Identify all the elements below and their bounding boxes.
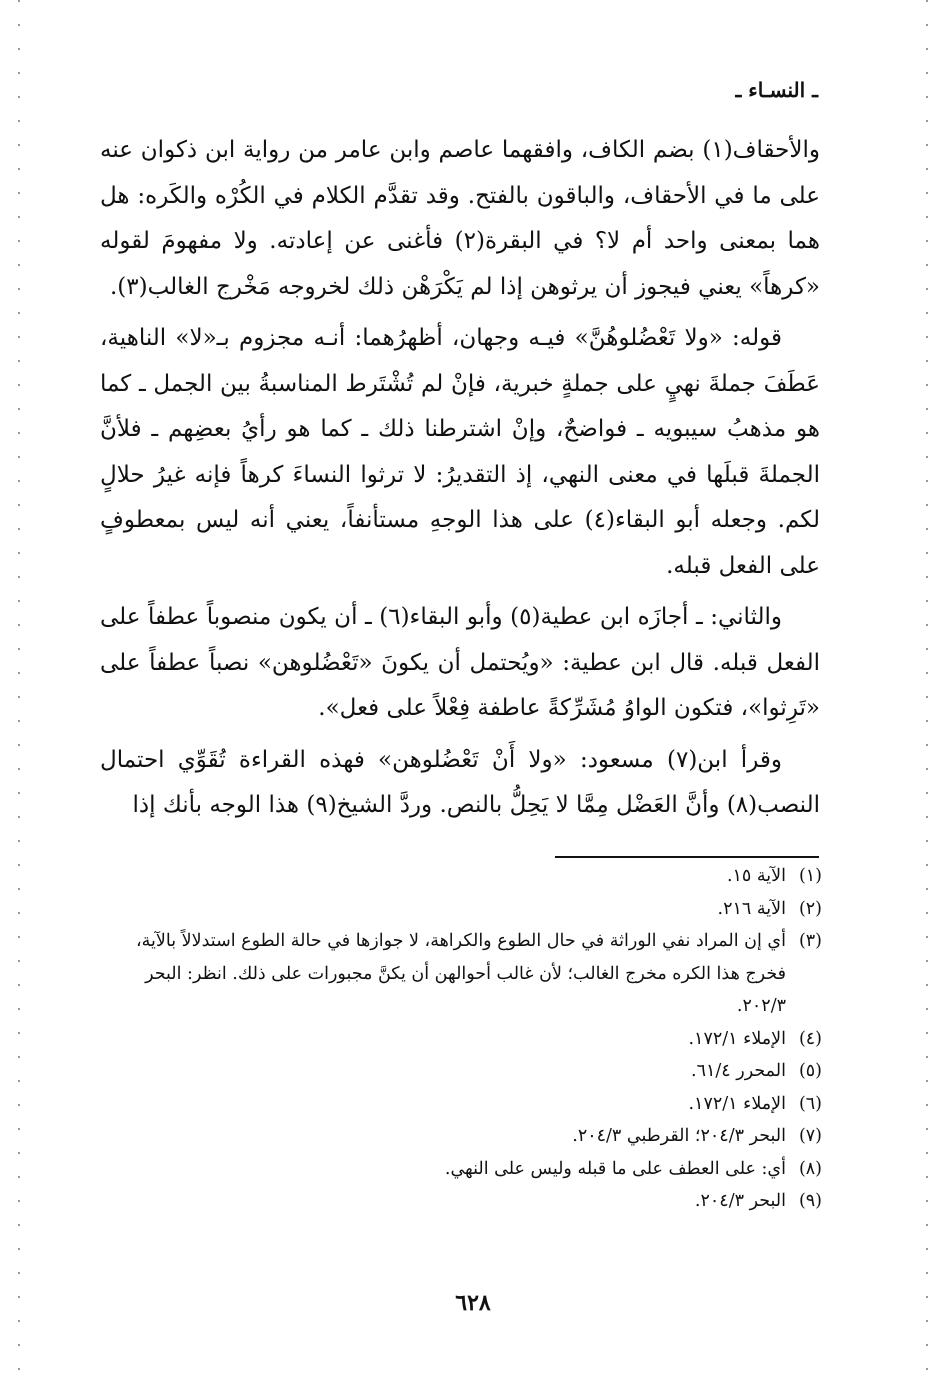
footnote-text: البحر ٢٠٤/٣؛ القرطبي ٢٠٤/٣. [572,1126,786,1146]
footnote-item [100,1120,822,1153]
footnote-number: (٥) [798,1061,822,1081]
footnote-item [100,1055,822,1088]
paragraph-1: والأحقاف(١) بضم الكاف، وافقهما عاصم وابن عامر من رواية ابن ذكوان عنه على ما في الأحقاف، والباقون بالفتح. وقد تقدَّم الكلام في الكُرْه والكَره: هل هما بمعنى واحد أم لا؟ في البقرة(٢) فأغنى عن إعادته. ولا مفهومَ لقوله «كرهاً» يعني فيجوز أن يرثوهن إذا لم يَكْرَهْن ذلك لخروجه مَخْرج الغالب(٣). [100,137,820,300]
footnote-item [100,893,822,926]
footnote-text: الآية ١٥. [726,866,786,886]
main-text [100,128,820,829]
footnote-text: البحر ٢٠٤/٣. [694,1191,786,1211]
paragraph-4: وقرأ ابن(٧) مسعود: «ولا أَنْ تَعْضُلوهن» فهذه القراءة تُقَوِّي احتمال النصب(٨) وأنَّ العَضْل مِمَّا لا يَحِلُّ بالنص. وردَّ الشيخ(٩) هذا الوجه بأنك إذا [100,746,820,818]
footnote-text: أي: على العطف على ما قبله وليس على النهي. [444,1158,786,1179]
footnote-text: الإملاء ١٧٢/١. [688,1028,786,1049]
footnote-item [100,1185,822,1218]
footnote-number: (١) [798,866,822,886]
paragraph-2: قوله: «ولا تَعْضُلوهُنَّ» فيـه وجهان، أظهرُهما: أنـه مجزوم بـ«لا» الناهية، عَطَفَ جملةَ نهيٍ على جملةٍ خبرية، فإنْ لم تُشْتَرط المناسبةُ بين الجمل ـ كما هو مذهبُ سيبويه ـ فواضحٌ، وإنْ اشترطنا ذلك ـ كما هو رأيُ بعضِهم ـ فلأنَّ الجملةَ قبلَها في معنى النهي، إذ التقديرُ: لا ترثوا النساءَ كرهاً فإنه غيرُ حلالٍ لكم. وجعله أبو البقاء(٤) على هذا الوجهِ مستأنفاً، يعني أنه ليس بمعطوفٍ على الفعل قبله. [100,325,821,579]
footnote-text: المحرر ٦١/٤. [691,1061,786,1081]
scan-edge-right [926,0,928,1373]
footnote-number: (٦) [798,1093,822,1114]
running-header [0,78,946,118]
footnote-number: (٧) [798,1126,822,1146]
footnote-number: (٤) [798,1028,822,1049]
footnote-item [100,1088,822,1121]
page-number: ٦٢٨ [455,1290,491,1316]
footnote-text: الآية ٢١٦. [717,898,786,919]
footnote-text: الإملاء ١٧٢/١. [688,1093,786,1114]
footnote-number: (٨) [798,1158,822,1179]
footnote-number: (٢) [798,898,822,919]
footnote-item [100,860,822,893]
footnote-number: (٣) [798,931,822,951]
footnote-item [100,1153,822,1186]
footnote-item [100,925,822,1023]
header-title: ـ النسـاء ـ [735,78,818,102]
paragraph-3: والثاني: ـ أجازَه ابن عطية(٥) وأبو البقاء(٦) ـ أن يكون منصوباً عطفاً على الفعل قبله. قال ابن عطية: «ويُحتمل أن يكونَ «تَعْضُلوهن» نصباً عطفاً على «تَرِثوا»، فتكون الواوُ مُشَرِّكةً عاطفة فِعْلاً على فعل». [100,604,820,721]
footnote-separator [555,856,819,858]
footnote-item [100,1023,822,1056]
footnote-text: أي إن المراد نفي الوراثة في حال الطوع والكراهة، لا جوازها في حالة الطوع استدلالاً بالآية، فخرج هذا الكره مخرج الغالب؛ لأن غالب أحوالهن أن يكنَّ مجبورات على ذلك. انظر: البحر ٢٠٢/٣. [136,931,786,1016]
footnote-number: (٩) [798,1191,822,1211]
footnotes [100,860,822,1218]
scan-edge-left [18,0,20,1373]
